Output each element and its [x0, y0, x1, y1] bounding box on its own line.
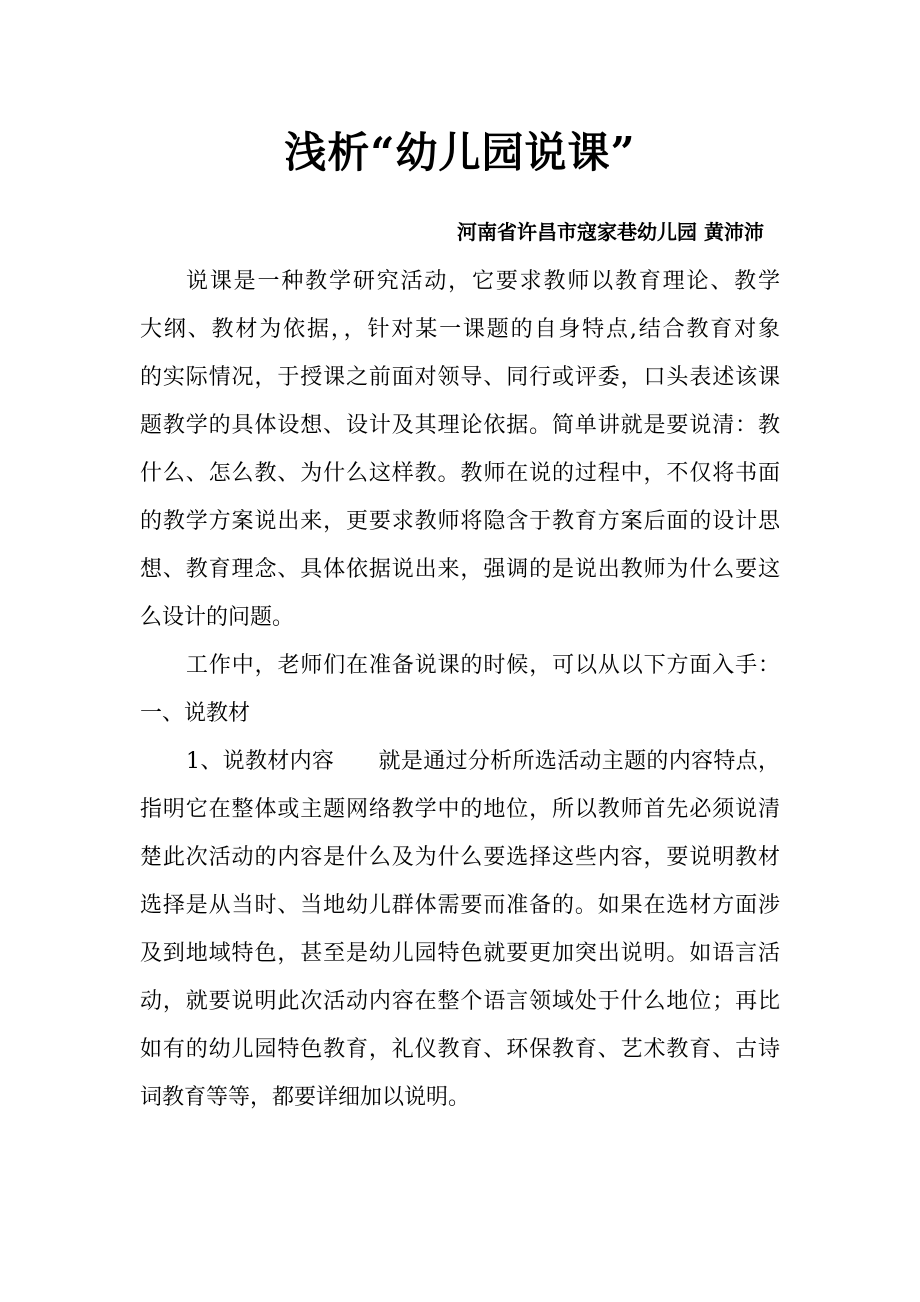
text-line: 么设计的问题。 — [140, 605, 295, 630]
text-line: 指明它在整体或主题网络教学中的地位，所以教师首先必须说清 — [140, 797, 780, 822]
document-body — [140, 264, 780, 1128]
text-line: 的实际情况，于授课之前面对领导、同行或评委，口头表述该课 — [140, 365, 780, 390]
text-line: 词教育等等，都要详细加以说明。 — [140, 1085, 471, 1110]
section-heading-text: 一、说教材 — [140, 701, 251, 726]
text-line: 说课是一种教学研究活动，它要求教师以教育理论、教学 — [186, 269, 780, 294]
text-line — [140, 744, 780, 792]
text-line: 动，就要说明此次活动内容在整个语言领域处于什么地位；再比 — [140, 989, 780, 1014]
text-line: 如有的幼儿园特色教育，礼仪教育、环保教育、艺术教育、古诗 — [140, 1037, 780, 1062]
text-line: 及到地域特色，甚至是幼儿园特色就要更加突出说明。如语言活 — [140, 941, 780, 966]
text-line: 大纲、教材为依据，，针对某一课题的自身特点,结合教育对象 — [140, 317, 780, 342]
text-line: 什么、怎么教、为什么这样教。教师在说的过程中，不仅将书面 — [140, 461, 780, 486]
text-line-content: 就是通过分析所选活动主题的内容特点， — [378, 749, 780, 774]
paragraph-intro — [140, 264, 780, 648]
author-line: 河南省许昌市寇家巷幼儿园 黄沛沛 — [457, 220, 764, 244]
section-heading — [140, 696, 780, 744]
text-line: 的教学方案说出来，更要求教师将隐含于教育方案后面的设计思 — [140, 509, 780, 534]
document-title: 浅析“幼儿园说课” — [284, 128, 636, 177]
paragraph-teaching-material — [140, 744, 780, 1128]
text-line: 选择是从当时、当地幼儿群体需要而准备的。如果在选材方面涉 — [140, 893, 780, 918]
text-line: 工作中，老师们在准备说课的时候，可以从以下方面入手： — [186, 653, 780, 678]
subsection-label: 1、说教材内容 — [186, 749, 335, 774]
text-line: 想、教育理念、具体依据说出来，强调的是说出教师为什么要这 — [140, 557, 780, 582]
text-line: 楚此次活动的内容是什么及为什么要选择这些内容，要说明教材 — [140, 845, 780, 870]
text-line: 题教学的具体设想、设计及其理论依据。简单讲就是要说清：教 — [140, 413, 780, 438]
paragraph-approach — [140, 648, 780, 696]
